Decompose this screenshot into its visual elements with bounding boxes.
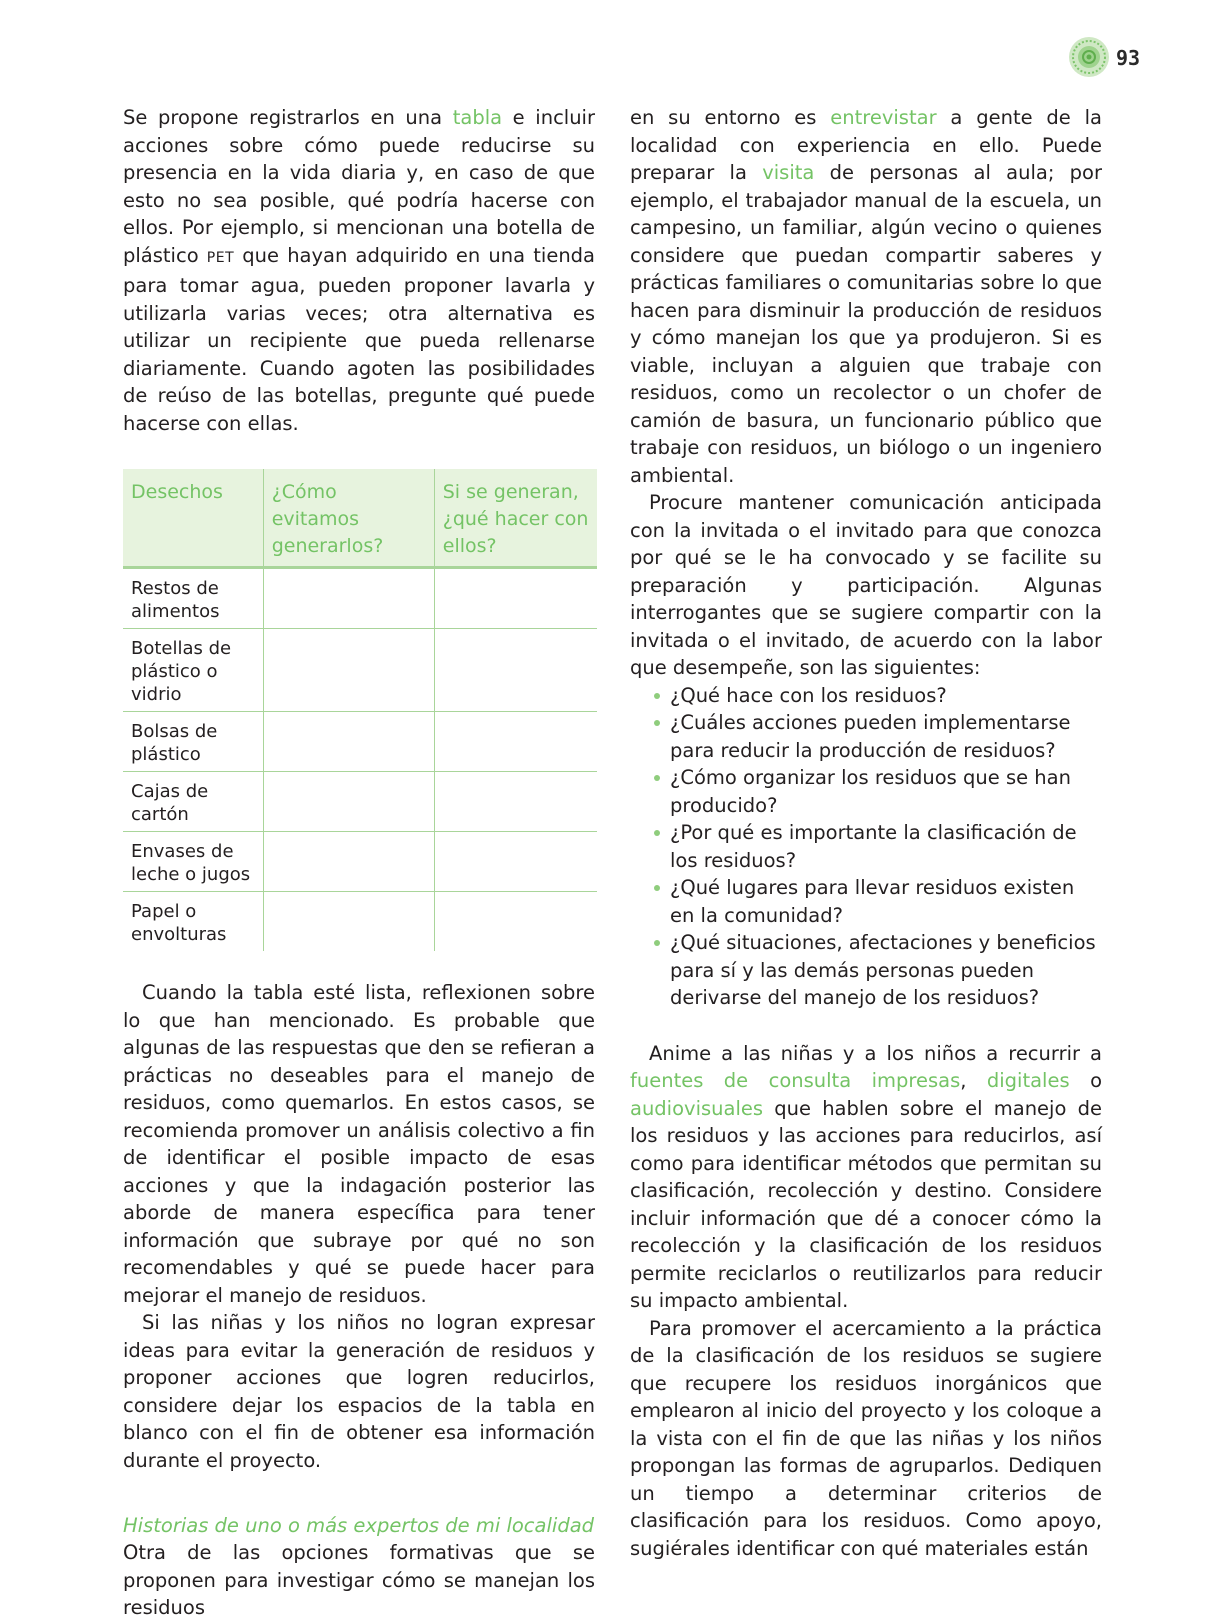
header-desechos: Desechos — [123, 469, 263, 568]
empty-cell — [434, 772, 597, 832]
empty-cell — [263, 772, 434, 832]
link-tabla[interactable]: tabla — [452, 106, 503, 129]
right-column — [630, 104, 1102, 1562]
sources-paragraph: Anime a las niñas y a los niños a recurrir a fuentes de consulta impresas, digitales o audiovisuales que hablen sobre el manejo de los residuos y las acciones para reducirlos, así como para identificar métodos que permitan su clasificación, recolección y destino. Considere incluir información que dé a conocer cómo la recolección y la clasificación de los residuos permite reciclarlos o reutilizarlos para reducir su impacto ambiental. — [630, 1041, 1102, 1312]
empty-cell — [434, 892, 597, 952]
classification-paragraph: Para promover el acercamiento a la práctica de la clasificación de los residuos se sugiere que recupere los residuos inorgánicos que emplearon al inicio del proyecto y los coloque a la vista con el fin de que las niñas y los niños propongan las formas de agruparlos. Dediquen un tiempo a determinar criterios de clasificación para los residuos. Como apoyo, sugiérales identificar con qué materiales están — [630, 1316, 1102, 1560]
options-paragraph: Otra de las opciones formativas que se proponen para investigar cómo se manejan los residuos — [123, 1541, 595, 1619]
question-list — [630, 682, 1102, 1012]
header-como-evitamos: ¿Cómo evitamos generarlos? — [263, 469, 434, 568]
empty-cell — [263, 832, 434, 892]
sun-emblem-icon — [1068, 36, 1110, 78]
list-item: ¿Qué hace con los residuos? — [670, 682, 1102, 710]
waste-label: Botellas de plástico o vidrio — [123, 629, 263, 712]
section-subheading: Historias de uno o más expertos de mi localidad — [123, 1514, 595, 1537]
intro-paragraph: Se propone registrarlos en una tabla e incluir acciones sobre cómo puede reducirse su presencia en la vida diaria y, en caso de que esto no sea posible, qué podría hacerse con ellos. Por ejemplo, si mencionan una botella de plástico PET que hayan adquirido en una tienda para tomar agua, pueden proponer lavarla y utilizarla varias veces; otra alternativa es utilizar un recipiente que pueda rellenarse diariamente. Cuando agoten las posibilidades de reúso de las botellas, pregunte qué puede hacerse con ellas. — [123, 106, 596, 435]
waste-label: Cajas de cartón — [123, 772, 263, 832]
link-entrevistar[interactable]: entrevistar — [830, 106, 937, 129]
list-item: ¿Cuáles acciones pueden implementarse para reducir la producción de residuos? — [670, 709, 1102, 764]
waste-label: Papel o envolturas — [131, 901, 227, 945]
table-header-row — [123, 469, 597, 568]
link-fuentes-impresas[interactable]: fuentes de consulta impresas — [630, 1069, 961, 1092]
left-column — [123, 104, 595, 1622]
waste-label: Restos de alimentos — [123, 568, 263, 629]
table-row — [123, 712, 597, 772]
table-row — [123, 892, 597, 952]
reflection-paragraph: Cuando la tabla esté lista, reflexionen sobre lo que han mencionado. Es probable que algunas de las respuestas que den se refieran a prácticas no deseables para el manejo de residuos, como quemarlos. En estos casos, se recomienda promover un análisis colectivo a fin de identificar el posible impacto de esas acciones y que la indagación posterior las aborde de manera específica para tener información que subraye por qué no son recomendables y qué se puede hacer para mejorar el manejo de residuos. — [123, 981, 595, 1307]
link-visita[interactable]: visita — [762, 161, 815, 184]
spacer — [630, 1012, 1102, 1040]
list-item: ¿Qué situaciones, afectaciones y beneficios para sí y las demás personas pueden derivarse del manejo de los residuos? — [670, 929, 1102, 1012]
waste-label: Bolsas de plástico — [123, 712, 263, 772]
blank-spaces-paragraph: Si las niñas y los niños no logran expresar ideas para evitar la generación de residuos y proponer acciones que logren reducirlos, considere dejar los espacios de la tabla en blanco con el fin de obtener esa información durante el proyecto. — [123, 1311, 595, 1472]
empty-cell — [263, 712, 434, 772]
empty-cell — [263, 629, 434, 712]
waste-label: Envases de leche o jugos — [123, 832, 263, 892]
empty-cell — [263, 892, 434, 952]
page-number: 93 — [1116, 46, 1141, 70]
empty-cell — [434, 712, 597, 772]
communication-paragraph: Procure mantener comunicación anticipada con la invitada o el invitado para que conozca por qué se le ha convocado y se facilite su preparación y participación. Algunas interrogantes que se sugiere compartir con la invitada o el invitado, de acuerdo con la labor que desempeñe, son las siguientes: — [630, 491, 1102, 679]
table-row — [123, 832, 597, 892]
interview-paragraph: en su entorno es entrevistar a gente de la localidad con experiencia en ello. Puede preparar la visita de personas al aula; por ejemplo, el trabajador manual de la escuela, un campesino, un familiar, algún vecino o quienes considere que puedan compartir saberes y prácticas familiares o comunitarias sobre lo que hacen para disminuir la producción de residuos y cómo manejan los que ya produjeron. Si es viable, incluyan a alguien que trabaje con residuos, como un recolector o un chofer de camión de basura, un funcionario público que trabaje con residuos, un biólogo o un ingeniero ambiental. — [630, 106, 1102, 487]
link-digitales[interactable]: digitales — [986, 1069, 1070, 1092]
list-item: ¿Qué lugares para llevar residuos existen en la comunidad? — [670, 874, 1102, 929]
empty-cell — [434, 568, 597, 629]
table-row — [123, 568, 597, 629]
empty-cell — [434, 629, 597, 712]
empty-cell — [263, 568, 434, 629]
table-row — [123, 772, 597, 832]
list-item: ¿Cómo organizar los residuos que se han producido? — [670, 764, 1102, 819]
header-que-hacer: Si se generan, ¿qué hacer con ellos? — [434, 469, 597, 568]
table-row — [123, 629, 597, 712]
list-item: ¿Por qué es importante la clasificación de los residuos? — [670, 819, 1102, 874]
link-audiovisuales[interactable]: audiovisuales — [630, 1096, 764, 1120]
waste-table — [123, 469, 597, 951]
empty-cell — [434, 832, 597, 892]
